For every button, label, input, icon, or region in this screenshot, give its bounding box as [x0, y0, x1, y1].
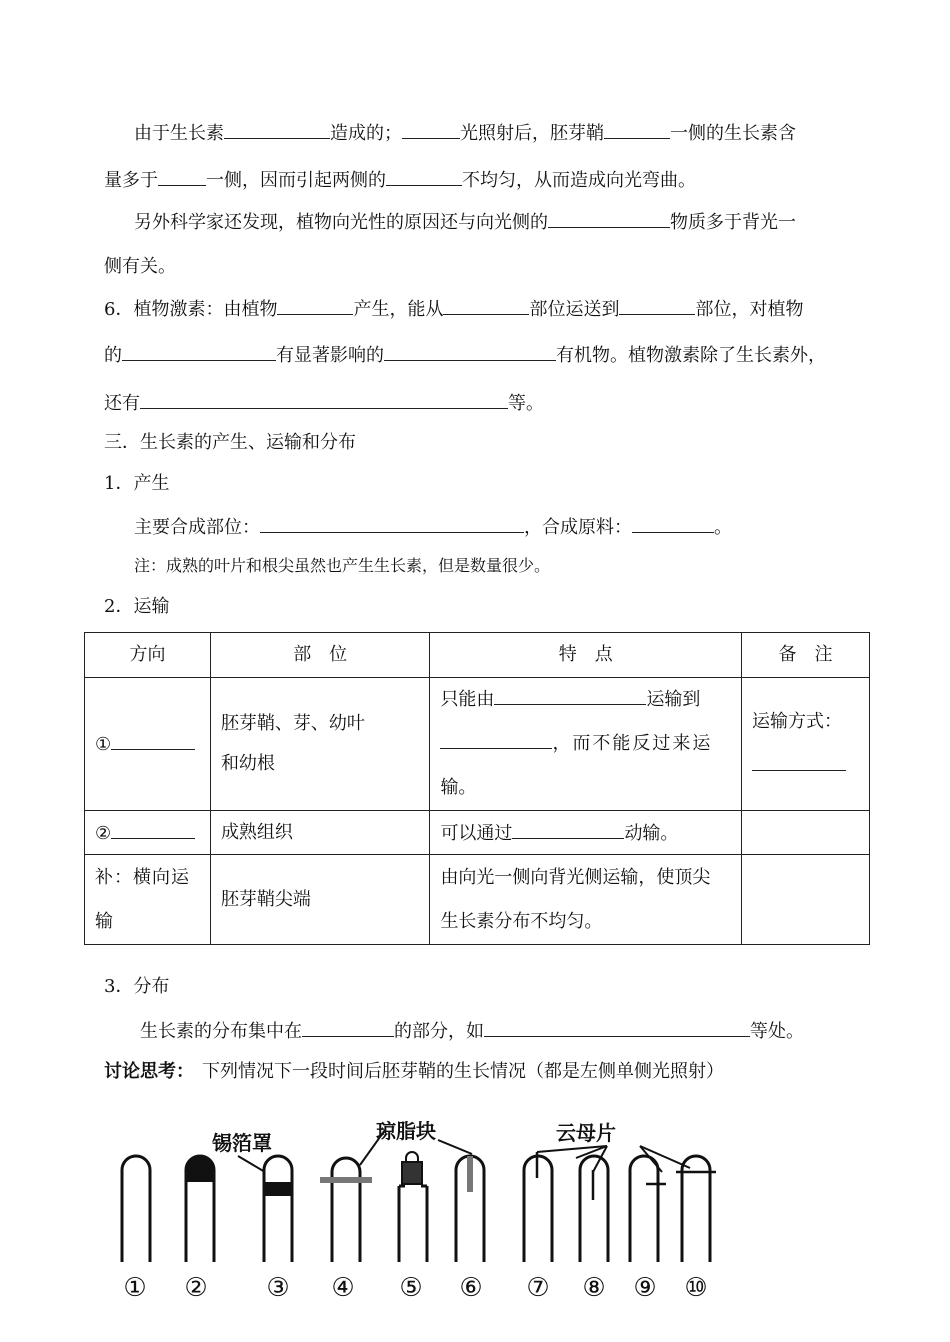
subsection-production: 1．产生	[104, 473, 170, 494]
text: 一侧的生长素含	[670, 123, 796, 144]
text: 有显著影响的	[276, 345, 384, 366]
blank[interactable]	[443, 296, 529, 315]
text: ①	[95, 734, 112, 755]
table-row	[85, 855, 870, 945]
text: 由向光一侧向背光侧运输，使顶尖	[440, 866, 711, 888]
paragraph-line-6	[104, 342, 826, 368]
label-mica: 云母片	[556, 1121, 616, 1145]
number-8: ⑧	[582, 1273, 606, 1303]
label-agar: 琼脂块	[376, 1119, 436, 1143]
text: 一侧，因而引起两侧的	[206, 170, 386, 191]
text: 动输。	[624, 822, 679, 844]
table-row	[85, 678, 870, 811]
blank[interactable]	[402, 120, 460, 139]
note: 注：成熟的叶片和根尖虽然也产生生长素，但是数量很少。	[134, 556, 551, 575]
text: 补：横向运	[95, 866, 190, 888]
text: 有机物。植物激素除了生长素外，	[556, 345, 826, 366]
text: 生长素分布不均匀。	[440, 910, 603, 932]
cell-remark	[742, 678, 870, 811]
text: 侧有关。	[104, 256, 176, 277]
number-5: ⑤	[399, 1273, 423, 1303]
text: ，合成原料：	[524, 517, 632, 538]
text: 量多于	[104, 170, 158, 191]
number-6: ⑥	[459, 1273, 483, 1303]
text: 可以通过	[440, 822, 513, 844]
text: 物质多于背光一	[670, 212, 796, 233]
blank[interactable]	[752, 752, 846, 771]
number-10: ⑩	[684, 1273, 708, 1303]
subsection-distribution: 3．分布	[104, 976, 170, 997]
distribution-line	[140, 1018, 804, 1044]
text: 由于生长素	[134, 123, 224, 144]
header-site: 部 位	[210, 633, 430, 678]
text: 等处。	[750, 1021, 804, 1042]
blank[interactable]	[548, 209, 670, 228]
text: 不均匀，从而造成向光弯曲。	[462, 170, 696, 191]
text: 6．植物激素：由植物	[104, 299, 278, 320]
table-header-row	[85, 633, 870, 678]
blank[interactable]	[619, 296, 695, 315]
blank[interactable]	[111, 731, 195, 750]
text: 生长素的分布集中在	[140, 1021, 302, 1042]
blank[interactable]	[302, 1018, 394, 1037]
number-2: ②	[184, 1273, 208, 1303]
blank[interactable]	[386, 167, 462, 186]
number-7: ⑦	[526, 1273, 550, 1303]
number-9: ⑨	[633, 1273, 657, 1303]
section-heading-3: 三．生长素的产生、运输和分布	[104, 432, 356, 453]
paragraph-line-1	[134, 120, 796, 146]
number-4: ④	[331, 1273, 355, 1303]
blank[interactable]	[224, 120, 330, 139]
number-1: ①	[123, 1273, 147, 1303]
text: 和幼根	[220, 753, 275, 774]
text: 部位运送到	[529, 299, 620, 320]
cell-site: 胚芽鞘尖端	[210, 855, 430, 945]
subsection-transport: 2．运输	[104, 596, 170, 617]
text: 另外科学家还发现，植物向光性的原因还与向光侧的	[134, 212, 548, 233]
text: 胚芽鞘、芽、幼叶	[220, 713, 365, 734]
blank[interactable]	[494, 686, 646, 705]
paragraph-line-5	[104, 296, 803, 322]
text: 只能由	[440, 689, 495, 710]
coleoptile-4	[332, 1158, 360, 1262]
discussion-line	[104, 1060, 724, 1084]
agar-strip-4	[320, 1177, 372, 1183]
coleoptile-3	[264, 1156, 292, 1262]
blank[interactable]	[140, 390, 508, 409]
cell-direction	[85, 678, 211, 811]
text: 光照射后，胚芽鞘	[460, 123, 604, 144]
text: 。	[714, 517, 732, 538]
tip-5	[406, 1152, 418, 1162]
coleoptile-5	[399, 1186, 427, 1262]
blank[interactable]	[122, 342, 276, 361]
text: 主要合成部位：	[134, 517, 260, 538]
blank[interactable]	[604, 120, 670, 139]
coleoptile-1	[122, 1156, 150, 1262]
header-feature: 特 点	[430, 633, 742, 678]
label-foil: 锡箔罩	[212, 1131, 272, 1155]
blank[interactable]	[260, 514, 524, 533]
blank[interactable]	[512, 820, 624, 839]
text: 输	[95, 910, 113, 932]
header-direction: 方向	[85, 633, 211, 678]
cell-direction	[85, 811, 211, 855]
agar-insert-6	[467, 1156, 473, 1192]
discussion-label: 讨论思考：	[104, 1061, 194, 1082]
cell-remark	[742, 811, 870, 855]
text: 还有	[104, 393, 140, 414]
text: ，而不能反过来运	[552, 733, 713, 754]
figure-numbers	[123, 1273, 707, 1303]
text: 输。	[440, 777, 477, 798]
text: 等。	[508, 393, 544, 414]
cell-feature	[430, 855, 742, 945]
cell-site: 成熟组织	[210, 811, 430, 855]
blank[interactable]	[384, 342, 556, 361]
text: 部位，对植物	[695, 299, 804, 320]
text: 的部分，如	[394, 1021, 484, 1042]
text: 造成的；	[330, 123, 402, 144]
blank[interactable]	[484, 1018, 750, 1037]
paragraph-line-7	[104, 390, 544, 416]
blank[interactable]	[440, 730, 552, 749]
text: ②	[95, 822, 112, 844]
table-row	[85, 811, 870, 855]
paragraph-line-3	[134, 209, 796, 235]
cell-direction	[85, 855, 211, 945]
text: 产生，能从	[353, 299, 444, 320]
foil-ring-3	[264, 1182, 292, 1196]
paragraph-line-4	[104, 255, 176, 279]
paragraph-line-2	[104, 167, 696, 193]
main-synthesis-line	[134, 514, 732, 540]
blank[interactable]	[158, 167, 206, 186]
agar-block-5	[402, 1162, 422, 1184]
text: 运输到	[646, 689, 701, 710]
header-remark: 备 注	[742, 633, 870, 678]
cell-feature	[430, 811, 742, 855]
label-pointers	[238, 1130, 690, 1172]
coleoptile-9	[630, 1156, 658, 1262]
coleoptile-figure	[100, 1110, 740, 1310]
text: 运输方式：	[752, 711, 843, 732]
number-3: ③	[266, 1273, 290, 1303]
text: 的	[104, 345, 122, 366]
blank[interactable]	[632, 514, 714, 533]
cell-feature	[430, 678, 742, 811]
cell-site	[210, 678, 430, 811]
blank[interactable]	[277, 296, 353, 315]
cell-remark	[742, 855, 870, 945]
blank[interactable]	[111, 820, 195, 839]
transport-table	[84, 632, 870, 945]
text: 下列情况下一段时间后胚芽鞘的生长情况（都是左侧单侧光照射）	[202, 1061, 724, 1082]
